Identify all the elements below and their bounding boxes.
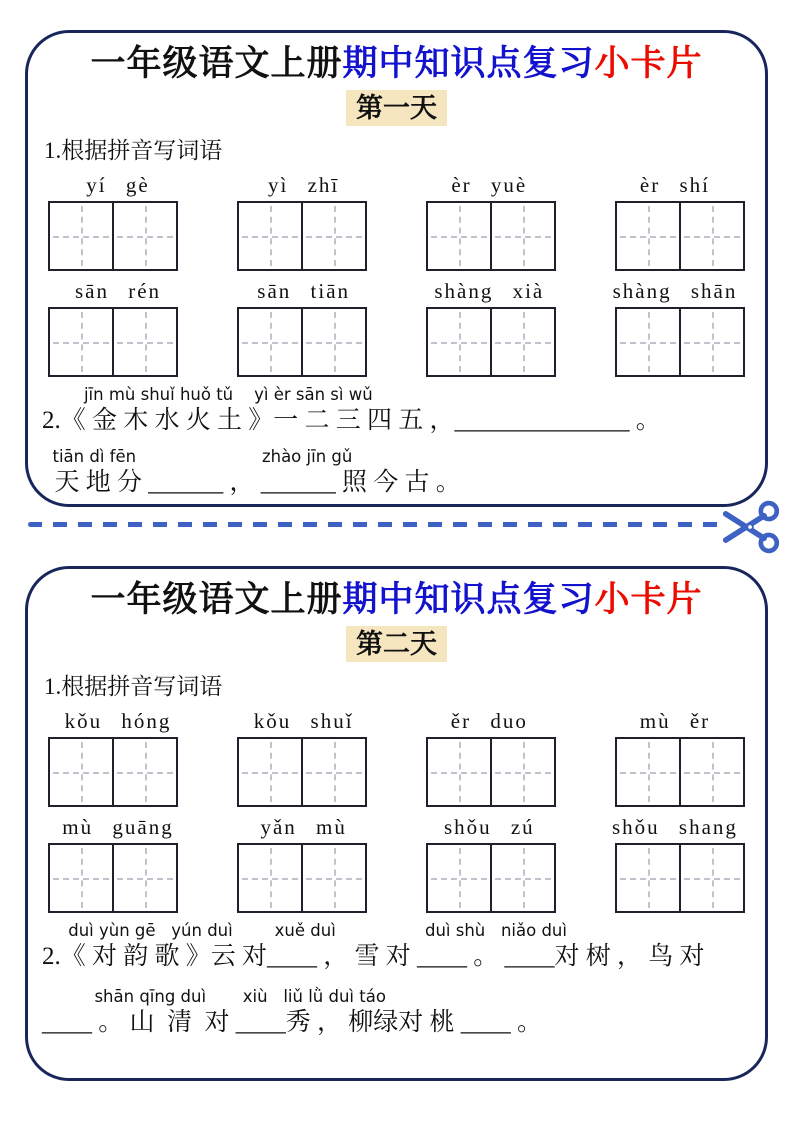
- writing-grid-row: [42, 737, 751, 807]
- title-part-topic: 期中知识点复习: [342, 44, 595, 83]
- pinyin-label: sān tiān: [257, 279, 351, 304]
- tianzige-cell: [112, 737, 178, 807]
- pinyin-label: èr yuè: [451, 173, 528, 198]
- tianzige-cell: [615, 737, 681, 807]
- exercise2-pinyin-line: shān qīng duì xiù liǔ lǜ duì táo: [42, 986, 386, 1006]
- tianzige-cell: [112, 307, 178, 377]
- tianzige-cell: [237, 843, 303, 913]
- tianzige-cell: [679, 201, 745, 271]
- tianzige-cell: [490, 737, 556, 807]
- review-card-day-2: [25, 566, 768, 1081]
- pinyin-label: mù guāng: [62, 815, 174, 840]
- pinyin-label: shǒu shang: [612, 815, 738, 840]
- tianzige-cell: [48, 843, 114, 913]
- tianzige-pair: [615, 737, 745, 807]
- pinyin-label: mù ěr: [639, 709, 711, 734]
- tianzige-pair: [48, 201, 178, 271]
- exercise1-instruction: 1.根据拼音写词语: [44, 674, 223, 700]
- exercise2-text-line: 天 地 分 ______ ， ______ 照 今 古 。: [42, 468, 461, 496]
- dashed-cut-line: [28, 522, 721, 527]
- title-part-grade: 一年级语文上册: [90, 44, 343, 83]
- pinyin-label: shàng shān: [612, 279, 738, 304]
- tianzige-pair: [426, 737, 556, 807]
- cut-line-divider: [0, 496, 793, 558]
- tianzige-pair: [615, 843, 745, 913]
- tianzige-cell: [615, 307, 681, 377]
- tianzige-pair: [426, 307, 556, 377]
- tianzige-cell: [48, 737, 114, 807]
- exercise2-pinyin-line: duì yùn gē yún duì xuě duì duì shù niǎo duì: [42, 921, 567, 941]
- title-part-grade: 一年级语文上册: [90, 580, 343, 619]
- pinyin-label: èr shí: [639, 173, 710, 198]
- tianzige-cell: [615, 843, 681, 913]
- tianzige-pair: [426, 201, 556, 271]
- exercise2-text-line: 2.《 金 木 水 火 土 》一 二 三 四 五 ，______________ 。: [42, 407, 661, 435]
- tianzige-cell: [48, 201, 114, 271]
- writing-grid-row: [42, 307, 751, 377]
- exercise2-text-line: 2.《 对 韵 歌 》云 对____ ， 雪 对 ____ 。 ____对 树 ， 鸟 对: [42, 943, 705, 971]
- pinyin-label: yì zhī: [268, 173, 340, 198]
- pinyin-label: shǒu zú: [443, 815, 535, 840]
- tianzige-cell: [301, 307, 367, 377]
- pinyin-label-row: [42, 815, 751, 840]
- pinyin-label-row: [42, 173, 751, 198]
- pinyin-label-row: [42, 709, 751, 734]
- day-badge: 第二天: [346, 626, 447, 662]
- pinyin-label: kǒu hóng: [64, 709, 172, 734]
- tianzige-cell: [490, 307, 556, 377]
- tianzige-cell: [426, 843, 492, 913]
- tianzige-cell: [301, 201, 367, 271]
- tianzige-cell: [112, 201, 178, 271]
- exercise2-text-line: ____ 。 山 清 对 ____秀 ， 柳绿对 桃 ____ 。: [42, 1008, 543, 1036]
- tianzige-cell: [490, 843, 556, 913]
- card-title: [42, 43, 751, 85]
- tianzige-cell: [301, 843, 367, 913]
- tianzige-pair: [48, 307, 178, 377]
- tianzige-pair: [48, 737, 178, 807]
- scissors-icon: [721, 497, 781, 557]
- tianzige-cell: [426, 201, 492, 271]
- tianzige-cell: [426, 307, 492, 377]
- exercise2-section: [42, 386, 751, 499]
- title-part-topic: 期中知识点复习: [342, 580, 595, 619]
- title-part-card: 小卡片: [594, 580, 703, 619]
- writing-grid-row: [42, 843, 751, 913]
- exercise2-line: [42, 922, 751, 973]
- pinyin-label-row: [42, 279, 751, 304]
- tianzige-cell: [48, 307, 114, 377]
- pinyin-label: ěr duo: [450, 709, 528, 734]
- tianzige-pair: [615, 201, 745, 271]
- review-card-day-1: [25, 30, 768, 507]
- pinyin-label: yǎn mù: [260, 815, 347, 840]
- exercise2-line: [42, 386, 751, 437]
- tianzige-cell: [679, 843, 745, 913]
- tianzige-cell: [490, 201, 556, 271]
- tianzige-cell: [615, 201, 681, 271]
- day-row: [42, 90, 751, 126]
- tianzige-cell: [237, 737, 303, 807]
- exercise2-section: [42, 922, 751, 1039]
- tianzige-cell: [301, 737, 367, 807]
- tianzige-pair: [237, 201, 367, 271]
- tianzige-pair: [237, 737, 367, 807]
- tianzige-pair: [237, 307, 367, 377]
- exercise2-pinyin-line: jīn mù shuǐ huǒ tǔ yì èr sān sì wǔ: [42, 385, 373, 405]
- pinyin-label: yí gè: [86, 173, 150, 198]
- tianzige-pair: [426, 843, 556, 913]
- pinyin-label: kǒu shuǐ: [253, 709, 354, 734]
- tianzige-cell: [679, 737, 745, 807]
- day-badge: 第一天: [346, 90, 447, 126]
- exercise2-line: [42, 988, 751, 1039]
- tianzige-pair: [615, 307, 745, 377]
- tianzige-pair: [237, 843, 367, 913]
- exercise1-instruction: 1.根据拼音写词语: [44, 138, 223, 164]
- tianzige-cell: [112, 843, 178, 913]
- tianzige-cell: [426, 737, 492, 807]
- title-part-card: 小卡片: [594, 44, 703, 83]
- pinyin-label: sān rén: [74, 279, 162, 304]
- exercise2-pinyin-line: tiān dì fēn zhào jīn gǔ: [42, 446, 353, 466]
- tianzige-cell: [237, 201, 303, 271]
- writing-grid-row: [42, 201, 751, 271]
- day-row: [42, 626, 751, 662]
- tianzige-pair: [48, 843, 178, 913]
- card-title: [42, 579, 751, 621]
- pinyin-label: shàng xià: [434, 279, 545, 304]
- exercise2-line: [42, 448, 751, 499]
- tianzige-cell: [237, 307, 303, 377]
- tianzige-cell: [679, 307, 745, 377]
